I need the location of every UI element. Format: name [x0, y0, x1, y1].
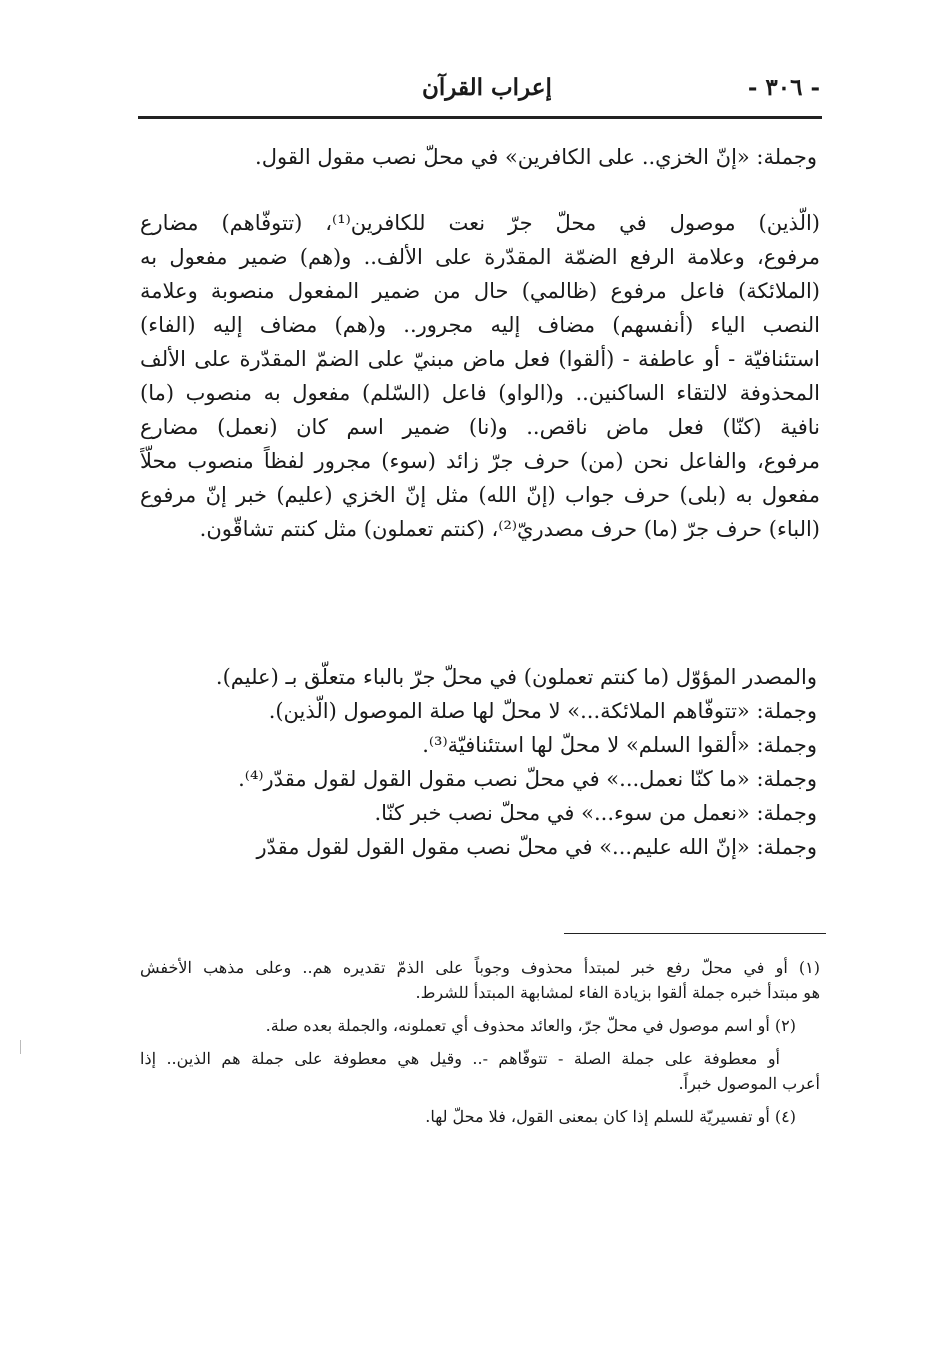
footnote-1-line: (١) أو في محلّ رفع خبر لمبتدأ محذوف وجوباً على الذمّ تقديره هم.. وعلى مذهب الأخفش: [140, 958, 820, 977]
paragraph-line: مرفوع، وعلامة الرفع الضمّة المقدّرة على الألف.. و(هم) ضمير مفعول به: [140, 245, 820, 269]
scan-speck: [20, 1040, 21, 1054]
sentence-line: وجملة: «ألقوا السلم» لا محلّ لها استئنافيّة⁽³⁾.: [422, 733, 817, 757]
paragraph-line: (الباء) حرف جرّ (ما) حرف مصدريّ⁽²⁾، (كنتم تعملون) مثل كنتم تشاقّون.: [199, 517, 820, 541]
paragraph-line: استئنافيّة - أو عاطفة - (ألقوا) فعل ماض مبنيّ على الضمّ المقدّرة على الألف: [140, 347, 820, 371]
footnote-gap: [140, 1005, 820, 1013]
page-header: [140, 68, 820, 112]
sentence-line: وجملة: «إنّ الله عليم...» في محلّ نصب مقول القول لقول مقدّر: [256, 835, 817, 859]
sentence-list: [167, 660, 817, 864]
footnote-3-line: أو معطوفة على جملة الصلة - تتوفّاهم -.. وقيل هي معطوفة على جملة هم الذين.. إذا: [140, 1049, 780, 1068]
footnote-gap: [140, 1038, 820, 1046]
parsing-paragraph: [140, 206, 820, 546]
paragraph-line: (الّذين) موصول في محلّ جرّ نعت للكافرين⁽¹⁾، (تتوفّاهم) مضارع: [140, 211, 820, 235]
intro-sentence: [177, 140, 817, 174]
paragraph-line: مرفوع، والفاعل نحن (من) حرف جرّ زائد (سوء) مجرور لفظاً منصوب محلّاً: [140, 449, 820, 473]
paragraph-line: (الملائكة) فاعل مرفوع (ظالمي) حال من ضمير المفعول منصوبة وعلامة: [140, 279, 820, 303]
footnote-1-line: هو مبتدأ خبره جملة ألقوا بزيادة الفاء لمشابهة المبتدأ للشرط.: [415, 983, 820, 1002]
footnote-4: (٤) أو تفسيريّة للسلم إذا كان بمعنى القول، فلا محلّ لها.: [425, 1107, 796, 1126]
footnote-rule: [564, 933, 826, 934]
paragraph-line: مفعول به (بلى) حرف جواب (إنّ الله) مثل إنّ الخزي (عليم) خبر إنّ مرفوع: [140, 483, 820, 507]
header-rule: [138, 116, 822, 119]
paragraph-line: نافية (كنّا) فعل ماض ناقص.. و(نا) ضمير اسم كان (نعمل) مضارع: [140, 415, 820, 439]
intro-line: وجملة: «إنّ الخزي.. على الكافرين» في محلّ نصب مقول القول.: [255, 145, 817, 169]
running-title: إعراب القرآن: [422, 74, 552, 101]
sentence-line: وجملة: «تتوفّاهم الملائكة...» لا محلّ لها صلة الموصول (الّذين).: [268, 699, 817, 723]
sentence-line: وجملة: «ما كنّا نعمل...» في محلّ نصب مقول القول لقول مقدّر⁽⁴⁾.: [238, 767, 817, 791]
footnote-2: (٢) أو اسم موصول في محلّ جرّ، والعائد محذوف أي تعملونه، والجملة بعده صلة.: [265, 1016, 796, 1035]
footnote-gap: [140, 1096, 820, 1104]
footnotes: [140, 955, 820, 1129]
page-number: - ٣٠٦ -: [747, 74, 820, 101]
paragraph-line: المحذوفة لالتقاء الساكنين.. و(الواو) فاعل (السّلم) مفعول به منصوب (ما): [140, 381, 820, 405]
paragraph-line: النصب الياء (أنفسهم) مضاف إليه مجرور.. و(هم) مضاف إليه (الفاء): [140, 313, 820, 337]
sentence-line: والمصدر المؤوّل (ما كنتم تعملون) في محلّ جرّ بالباء متعلّق بـ (عليم).: [215, 665, 817, 689]
footnote-3-line: أعرب الموصول خبراً.: [678, 1074, 820, 1093]
sentence-line: وجملة: «نعمل من سوء...» في محلّ نصب خبر كنّا.: [374, 801, 817, 825]
